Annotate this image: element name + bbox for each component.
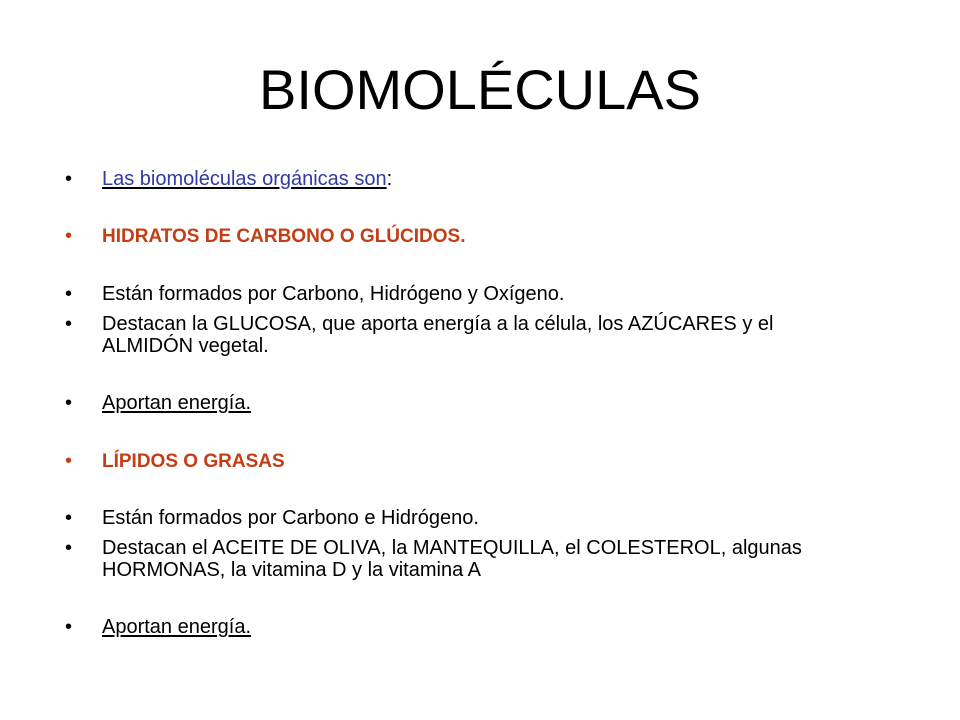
slide-title: BIOMOLÉCULAS	[259, 58, 701, 121]
bullet-carbohydrates-examples	[102, 313, 862, 357]
carbohydrates-examples: Destacan la GLUCOSA, que aporta energía a la célula, los AZÚCARES y el ALMIDÓN vegetal.	[102, 313, 774, 357]
lipids-heading: LÍPIDOS O GRASAS	[102, 451, 285, 472]
carbohydrates-composition: Están formados por Carbono, Hidrógeno y Oxígeno.	[102, 283, 565, 305]
bullet-intro	[102, 168, 862, 190]
bullet-carbohydrates-function	[102, 392, 862, 414]
intro-link[interactable]: Las biomoléculas orgánicas son	[102, 168, 387, 190]
bullet-carbohydrates-composition	[102, 283, 862, 305]
bullet-carbohydrates-heading	[102, 225, 862, 248]
carbohydrates-heading: HIDRATOS DE CARBONO O GLÚCIDOS.	[102, 226, 466, 247]
lipids-examples: Destacan el ACEITE DE OLIVA, la MANTEQUILLA, el COLESTEROL, algunas HORMONAS, la vitamina D y la vitamina A	[102, 537, 802, 581]
bullet-lipids-examples	[102, 537, 862, 581]
bullet-lipids-heading	[102, 450, 862, 473]
intro-suffix: :	[386, 168, 393, 190]
bullet-lipids-function	[102, 616, 862, 638]
bullet-lipids-composition	[102, 507, 862, 529]
carbohydrates-function: Aportan energía.	[102, 392, 251, 414]
lipids-function: Aportan energía.	[102, 616, 251, 638]
lipids-composition: Están formados por Carbono e Hidrógeno.	[102, 507, 479, 529]
